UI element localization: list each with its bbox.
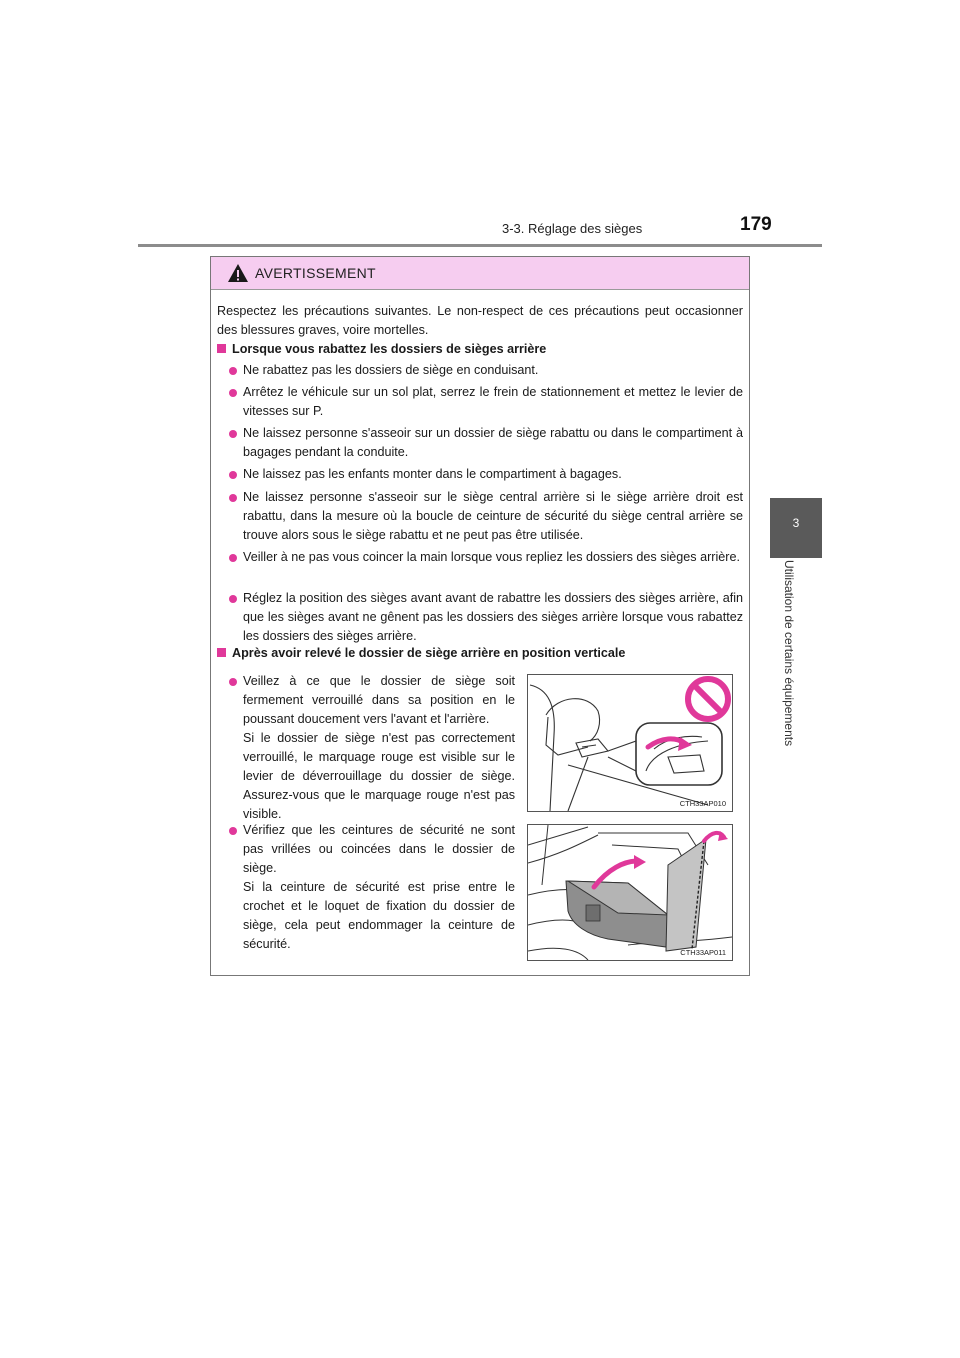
square-bullet-icon (217, 344, 226, 353)
list-item-continuation: Si la ceinture de sécurité est prise entre le crochet et le loquet de fixation du dossier de siège, cela peut endommager la ceinture de sécurité. (243, 880, 515, 951)
chapter-number: 3 (792, 516, 800, 530)
bullet-icon (229, 494, 237, 502)
figure-code: CTH33AP010 (679, 799, 726, 808)
bullet-icon (229, 471, 237, 479)
seat-lock-illustration (528, 675, 732, 811)
warning-box (210, 256, 750, 976)
list-item: Veiller à ne pas vous coincer la main lorsque vous repliez les dossiers des sièges arrière. (243, 550, 740, 564)
bullet-icon (229, 554, 237, 562)
chapter-tab (770, 498, 822, 558)
list-item: Ne rabattez pas les dossiers de siège en conduisant. (243, 363, 539, 377)
bullet-icon (229, 595, 237, 603)
figure-seat-belt (527, 824, 733, 961)
list-item: Vérifiez que les ceintures de sécurité ne sont pas vrillées ou coincées dans le dossier de siège. (243, 823, 515, 875)
figure-code: CTH33AP011 (680, 948, 726, 957)
bullet-icon (229, 827, 237, 835)
warning-intro: Respectez les précautions suivantes. Le non-respect de ces précautions peut occasionner des blessures graves, voire mortelles. (217, 304, 743, 337)
list-item: Veillez à ce que le dossier de siège soit fermement verrouillé dans sa position en le poussant doucement vers l'avant et l'arrière. (243, 674, 515, 726)
chapter-title: Utilisation de certains équipements (782, 560, 796, 747)
square-bullet-icon (217, 648, 226, 657)
figure-seat-lock (527, 674, 733, 812)
section1-heading-text: Lorsque vous rabattez les dossiers de sièges arrière (232, 342, 547, 356)
page-number: 179 (740, 214, 772, 235)
header-divider (138, 244, 822, 247)
list-item: Réglez la position des sièges avant avant de rabattre les dossiers des sièges arrière, afin que les sièges avant ne gênent pas les dossiers des sièges arrière lorsque vous rabattez les dossiers des sièges arrière. (243, 591, 743, 643)
warning-triangle-icon (227, 263, 249, 283)
list-item: Ne laissez personne s'asseoir sur le siège central arrière si le siège arrière droit est rabattu, dans la mesure où la boucle de ceinture de sécurité du siège central arrière se trouve alors sous le siège rabattu et ne peut pas être utilisée. (243, 490, 743, 542)
warning-title: AVERTISSEMENT (255, 265, 376, 281)
list-item: Ne laissez pas les enfants monter dans le compartiment à bagages. (243, 467, 622, 481)
warning-header (211, 257, 749, 290)
list-item: Ne laissez personne s'asseoir sur un dossier de siège rabattu ou dans le compartiment à bagages pendant la conduite. (243, 426, 743, 459)
bullet-icon (229, 367, 237, 375)
bullet-icon (229, 430, 237, 438)
section1-heading (217, 342, 546, 356)
section2-heading (217, 646, 625, 660)
bullet-icon (229, 389, 237, 397)
list-item-continuation: Si le dossier de siège n'est pas correctement verrouillé, le marquage rouge est visible sur le levier de déverrouillage du dossier de siège. Assurez-vous que le marquage rouge n'est pas visible. (243, 731, 515, 821)
seat-belt-illustration (528, 825, 732, 960)
bullet-icon (229, 678, 237, 686)
section-title: 3-3. Réglage des sièges (502, 221, 643, 236)
list-item: Arrêtez le véhicule sur un sol plat, serrez le frein de stationnement et mettez le levier de vitesses sur P. (243, 385, 743, 418)
section2-heading-text: Après avoir relevé le dossier de siège arrière en position verticale (232, 646, 626, 660)
